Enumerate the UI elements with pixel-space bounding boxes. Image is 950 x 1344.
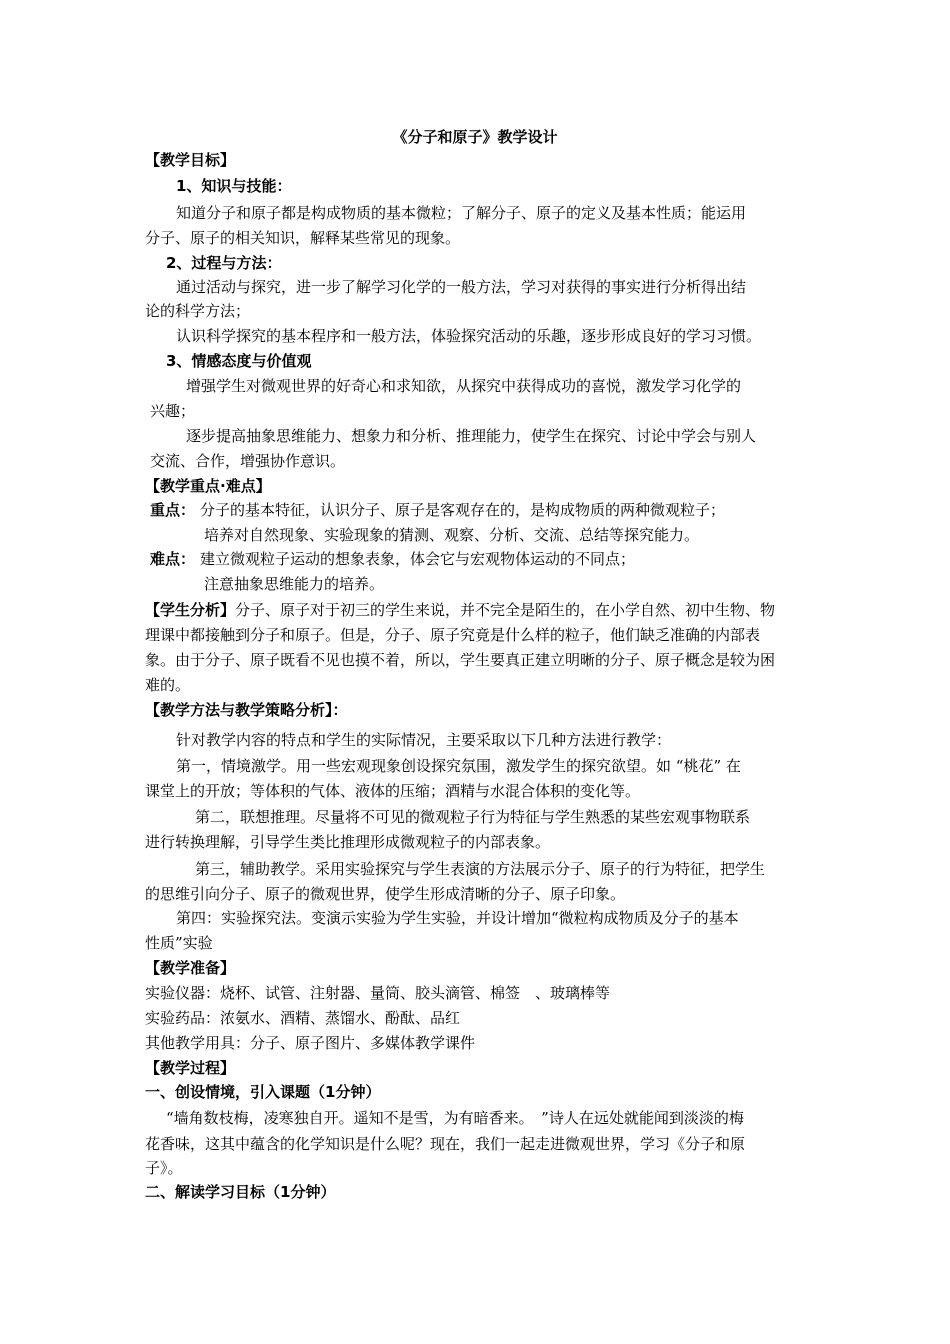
obj3-text: 交流、合作，增强协作意识。: [150, 452, 346, 470]
objectives-heading: 【教学目标】: [145, 151, 236, 169]
step1-heading: 一、创设情境，引入课题（1分钟）: [145, 1083, 381, 1101]
key-text: 培养对自然现象、实验现象的猜测、观察、分析、交流、总结等探究能力。: [204, 526, 700, 544]
step1-text: 子》。: [145, 1159, 183, 1177]
method-text: 性质”实验: [145, 934, 213, 952]
student-text: 理课中都接触到分子和原子。但是，分子、原子究竟是什么样的粒子，他们缺乏准确的内部表: [145, 626, 761, 644]
obj3-heading: 3、情感态度与价值观: [166, 352, 312, 370]
prep-text: 其他教学用具：分子、原子图片、多媒体教学课件: [145, 1034, 476, 1052]
obj2-heading: 2、过程与方法：: [166, 254, 282, 272]
obj1-text: 分子、原子的相关知识，解释某些常见的现象。: [145, 229, 461, 247]
student-text: 分子、原子对于初三的学生来说，并不完全是陌生的，在小学自然、初中生物、物: [235, 601, 776, 619]
prep-heading: 【教学准备】: [145, 959, 236, 977]
obj1-text: 知道分子和原子都是构成物质的基本微粒；了解分子、原子的定义及基本性质；能运用: [176, 204, 747, 222]
difficulty-text: 注意抽象思维能力的培养。: [204, 575, 385, 593]
prep-text: 实验仪器：烧杯、试管、注射器、量筒、胶头滴管、棉签 、玻璃棒等: [145, 984, 611, 1002]
student-text: 象。由于分子、原子既看不见也摸不着，所以，学生要真正建立明晰的分子、原子概念是较为困: [145, 651, 776, 669]
obj1-heading: 1、知识与技能：: [176, 177, 292, 195]
method-text: 针对教学内容的特点和学生的实际情况，主要采取以下几种方法进行教学：: [176, 731, 672, 749]
step1-text: 花香味，这其中蕴含的化学知识是什么呢？现在，我们一起走进微观世界，学习《分子和原: [145, 1135, 746, 1153]
page-title: 《分子和原子》教学设计: [392, 128, 558, 146]
method-text: 课堂上的开放；等体积的气体、液体的压缩；酒精与水混合体积的变化等。: [145, 782, 641, 800]
method-text: 的思维引向分子、原子的微观世界，使学生形成清晰的分子、原子印象。: [145, 885, 626, 903]
key-label: 重点：: [150, 501, 196, 519]
obj3-text: 逐步提高抽象思维能力、想象力和分析、推理能力，使学生在探究、讨论中学会与别人: [186, 427, 757, 445]
method-text: 第一，情境激学。用一些宏观现象创设探究氛围，激发学生的探究欲望。如 “桃花” 在: [176, 757, 741, 775]
student-analysis-line: [145, 598, 775, 622]
method-text: 进行转换理解，引导学生类比推理形成微观粒子的内部表象。: [145, 833, 551, 851]
obj3-text: 增强学生对微观世界的好奇心和求知欲，从探究中获得成功的喜悦，激发学习化学的: [186, 377, 742, 395]
student-text: 难的。: [145, 676, 191, 694]
difficulty-label: 难点：: [150, 550, 196, 568]
method-text: 第三，辅助教学。采用实验探究与学生表演的方法展示分子、原子的行为特征，把学生: [195, 860, 766, 878]
method-text: 第四：实验探究法。变演示实验为学生实验，并设计增加“微粒构成物质及分子的基本: [176, 909, 739, 927]
obj2-text: 论的科学方法；: [145, 302, 251, 320]
step2-heading: 二、解读学习目标（1分钟）: [145, 1183, 336, 1201]
key-heading: 【教学重点·难点】: [145, 477, 271, 495]
student-heading: 【学生分析】: [145, 601, 236, 619]
prep-text: 实验药品：浓氨水、酒精、蒸馏水、酚酞、品红: [145, 1009, 461, 1027]
obj2-text: 通过活动与探究，进一步了解学习化学的一般方法，学习对获得的事实进行分析得出结: [176, 278, 747, 296]
method-heading: 【教学方法与教学策略分析】：: [145, 701, 348, 719]
obj2-text: 认识科学探究的基本程序和一般方法，体验探究活动的乐趣，逐步形成良好的学习习惯。: [176, 327, 762, 345]
obj3-text: 兴趣；: [150, 402, 196, 420]
method-text: 第二，联想推理。尽量将不可见的微观粒子行为特征与学生熟悉的某些宏观事物联系: [195, 808, 751, 826]
step1-text: “墙角数枝梅，凌寒独自开。遥知不是雪，为有暗香来。 ”诗人在远处就能闻到淡淡的梅: [166, 1109, 744, 1127]
difficulty-text: 建立微观粒子运动的想象表象，体会它与宏观物体运动的不同点；: [200, 550, 636, 568]
key-text: 分子的基本特征，认识分子、原子是客观存在的，是构成物质的两种微观粒子；: [200, 501, 726, 519]
process-heading: 【教学过程】: [145, 1059, 236, 1077]
